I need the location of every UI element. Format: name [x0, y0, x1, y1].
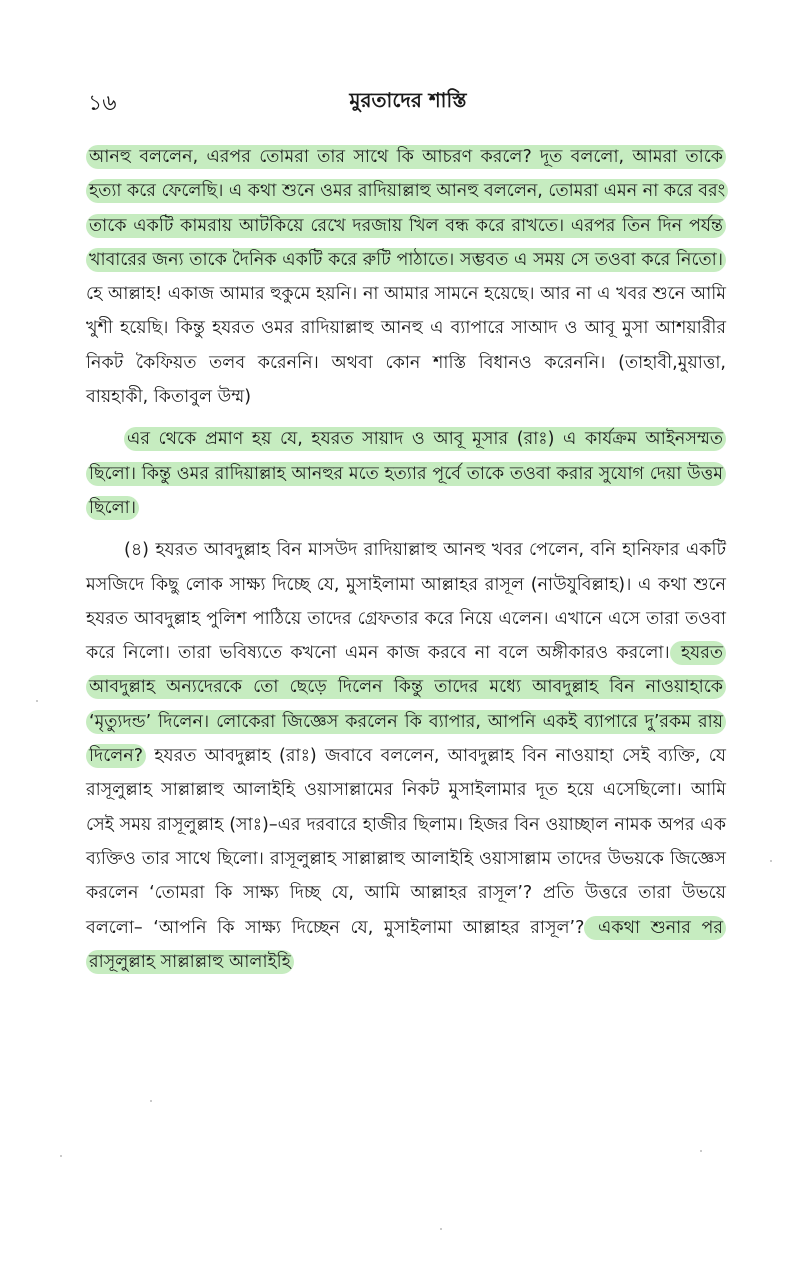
highlighted-passage: একথা শুনার পর রাসূলুল্লাহ সাল্লাল্লাহু আলাইহি [86, 916, 726, 974]
highlighted-passage: আনহু বললেন, এরপর তোমরা তার সাথে কি আচরণ করলে? দূত বললো, আমরা তাকে হত্যা করে ফেলেছি। এ কথা শুনে ওমর রাদিয়াল্লাহু আনহু বললেন, তোমরা এমন না করে বরং তাকে একটি কামরায় আটকিয়ে রেখে দরজায় খিল বন্ধ করে রাখতে। এরপর তিন দিন পর্যন্ত খাবারের জন্য তাকে দৈনিক একটি করে রুটি পাঠাতে। সম্ভবত এ সময় সে তওবা করে নিতো। [86, 145, 728, 272]
plain-passage: হযরত আবদুল্লাহ (রাঃ) জবাবে বললেন, আবদুল্লাহ বিন নাওয়াহা সেই ব্যক্তি, যে রাসূলুল্লাহ সাল্লাল্লাহু আলাইহি ওয়াসাল্লামের নিকট মুসাইলামার দূত হয়ে এসেছিলো। আমি সেই সময় রাসূলুল্লাহ (সাঃ)–এর দরবারে হাজীর ছিলাম। হিজর বিন ওয়াচ্ছাল নামক অপর এক ব্যক্তিও তার সাথে ছিলো। রাসূলুল্লাহ সাল্লাল্লাহু আলাইহি ওয়াসাল্লাম তাদের উভয়কে জিজ্ঞেস করলেন ‘তোমরা কি সাক্ষ্য দিচ্ছ যে, আমি আল্লাহর রাসূল’? প্রতি উত্তরে তারা উভয়ে বললো– ‘আপনি কি সাক্ষ্য দিচ্ছেন যে, মুসাইলামা আল্লাহর রাসূল’? [86, 746, 726, 938]
paragraph-3 [86, 533, 726, 979]
running-title: মুরতাদের শাস্তি [349, 88, 467, 112]
scan-speck [150, 1100, 152, 1102]
paragraph-1 [86, 140, 726, 414]
page-number: ১৬ [88, 91, 117, 116]
plain-passage: হে আল্লাহ! একাজ আমার হুকুমে হয়নি। না আমার সামনে হয়েছে। আর না এ খবর শুনে আমি খুশী হয়েছি। কিন্তু হযরত ওমর রাদিয়াল্লাহু আনহু এ ব্যাপারে সাআদ ও আবূ মুসা আশয়ারীর নিকট কৈফিয়ত তলব করেননি। অথবা কোন শাস্তি বিধানও করেননি। (তাহাবী,মুয়াত্তা, বায়হাকী, কিতাবুল উম্ম) [86, 284, 726, 408]
highlighted-passage: হযরত আবদুল্লাহ অন্যদেরকে তো ছেড়ে দিলেন কিন্তু তাদের মধ্যে আবদুল্লাহ বিন নাওয়াহাকে ‘মৃত্যুদন্ড’ দিলেন। লোকেরা জিজ্ঞেস করলেন কি ব্যাপার, আপনি একই ব্যাপারে দু’রকম রায় দিলেন? [86, 641, 726, 768]
body-text [86, 140, 726, 979]
scan-speck [36, 700, 38, 702]
scan-speck [700, 1150, 702, 1152]
plain-passage: (৪) হযরত আবদুল্লাহ বিন মাসউদ রাদিয়াল্লাহু আনহু খবর পেলেন, বনি হানিফার একটি মসজিদে কিছু লোক সাক্ষ্য দিচ্ছে যে, মুসাইলামা আল্লাহর রাসূল (নাউযুবিল্লাহ)। এ কথা শুনে হযরত আবদুল্লাহ পুলিশ পাঠিয়ে তাদের গ্রেফতার করে নিয়ে এলেন। এখানে এসে তারা তওবা করে নিলো। তারা ভবিষ্যতে কখনো এমন কাজ করবে না বলে অঙ্গীকারও করলো। [86, 540, 726, 664]
highlighted-passage: এর থেকে প্রমাণ হয় যে, হযরত সায়াদ ও আবূ মূসার (রাঃ) এ কার্যক্রম আইনসম্মত ছিলো। কিন্তু ওমর রাদিয়াল্লাহ আনহুর মতে হত্যার পূর্বে তাকে তওবা করার সুযোগ দেয়া উত্তম ছিলো। [86, 427, 726, 520]
scan-speck [60, 1155, 62, 1157]
paragraph-2 [86, 422, 726, 525]
scan-speck [440, 1228, 442, 1230]
page-header [88, 86, 728, 122]
scan-speck [770, 860, 772, 862]
